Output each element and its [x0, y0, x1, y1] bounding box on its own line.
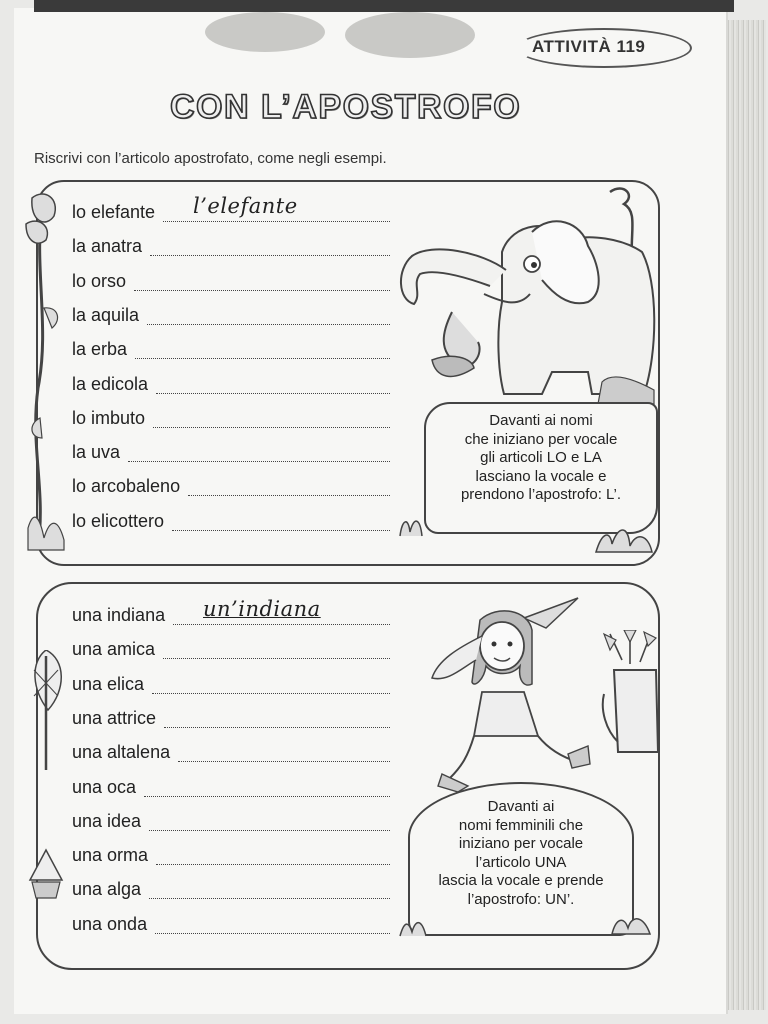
answer-line[interactable] — [150, 255, 390, 256]
exercise-word: una oca — [72, 777, 137, 797]
answer-line[interactable] — [152, 693, 390, 694]
exercise-word: lo elefante — [72, 202, 156, 222]
exercise-word: una attrice — [72, 708, 157, 728]
feather-icon — [26, 650, 68, 940]
indian-girl-illustration — [428, 596, 598, 796]
exercise-word: lo imbuto — [72, 408, 146, 428]
answer-line[interactable] — [172, 530, 390, 531]
answer-line[interactable] — [135, 358, 390, 359]
rule-line: iniziano per vocale — [458, 835, 584, 852]
rule-line: l’articolo UNA — [475, 853, 567, 871]
exercise-word: lo arcobaleno — [72, 476, 181, 496]
rule-line: gli articoli LO e LA — [480, 449, 602, 466]
vine-icon — [24, 188, 76, 558]
grass-icon — [398, 900, 658, 942]
arrow-quiver-icon — [600, 630, 662, 756]
exercise-word: la aquila — [72, 305, 140, 325]
answer-line[interactable] — [147, 324, 390, 325]
instruction-text: Riscrivi con l’articolo apostrofato, come negli esempi. — [34, 150, 387, 167]
answer-line[interactable] — [144, 796, 390, 797]
exercise-word: una orma — [72, 845, 149, 865]
exercise-word: la edicola — [72, 374, 149, 394]
exercise-word: una onda — [72, 914, 148, 934]
elephant-illustration — [392, 182, 662, 412]
answer-line[interactable] — [173, 624, 390, 625]
answer-line[interactable] — [149, 830, 390, 831]
exercise-word: la erba — [72, 339, 128, 359]
activity-label: ATTIVITÀ 119 — [532, 37, 646, 56]
exercise-word: una amica — [72, 639, 156, 659]
exercise-word: la anatra — [72, 236, 143, 256]
decor-blob — [205, 12, 325, 52]
answer-line[interactable] — [163, 221, 390, 222]
answer-line[interactable] — [156, 393, 390, 394]
answer-line[interactable] — [163, 658, 390, 659]
answer-line[interactable] — [128, 461, 390, 462]
handwritten-answer: l’elefante — [193, 194, 298, 218]
page-title: CON L’APOSTROFO — [170, 88, 522, 126]
exercise-word: una idea — [72, 811, 142, 831]
rule-line: prendono l’apostrofo: L’. — [460, 486, 622, 503]
exercise-word: una elica — [72, 674, 145, 694]
decor-blob — [345, 12, 475, 58]
rule-line: lasciano la vocale e — [475, 467, 607, 485]
answer-line[interactable] — [153, 427, 390, 428]
exercise-word: una altalena — [72, 742, 171, 762]
exercise-word: una indiana — [72, 605, 166, 625]
answer-line[interactable] — [156, 864, 390, 865]
rule-line: l’apostrofo: UN’. — [467, 890, 575, 908]
handwritten-answer: un’indiana — [203, 597, 321, 621]
rule-line: Davanti ai nomi — [489, 412, 593, 429]
page-edge — [726, 20, 766, 1010]
exercise-word: la uva — [72, 442, 121, 462]
rule-text-lo-la — [424, 412, 658, 505]
exercise-word: una alga — [72, 879, 142, 899]
grass-icon — [396, 496, 656, 558]
exercise-word: lo elicottero — [72, 511, 165, 531]
answer-line[interactable] — [178, 761, 390, 762]
rule-line: nomi femminili che — [458, 816, 584, 834]
answer-line[interactable] — [188, 495, 390, 496]
answer-line[interactable] — [149, 898, 390, 899]
rule-line: Davanti ai — [487, 798, 555, 815]
top-strip — [34, 0, 734, 12]
answer-line[interactable] — [134, 290, 390, 291]
rule-line: lascia la vocale e prende — [438, 872, 604, 889]
exercise-word: lo orso — [72, 271, 127, 291]
activity-badge — [516, 28, 692, 68]
rule-line: che iniziano per vocale — [464, 430, 618, 448]
answer-line[interactable] — [164, 727, 390, 728]
answer-line[interactable] — [155, 933, 390, 934]
rule-text-una — [408, 798, 634, 909]
